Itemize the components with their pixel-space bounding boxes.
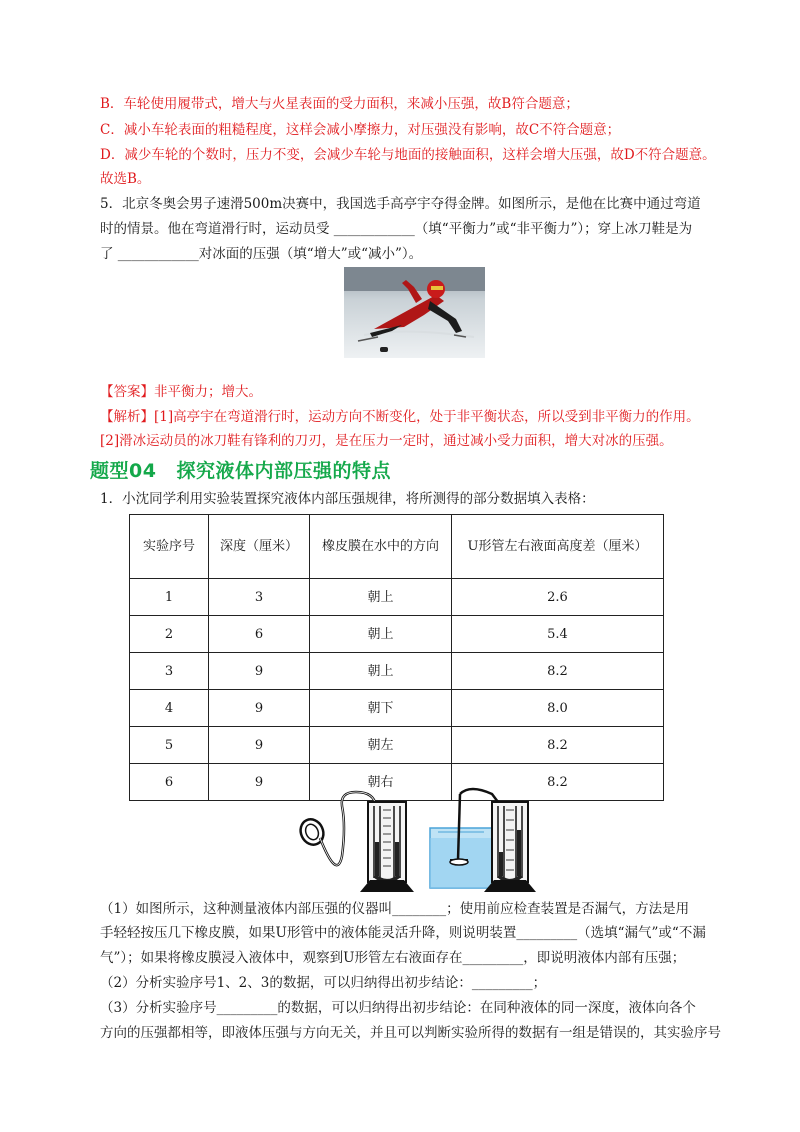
table-cell: 3 xyxy=(209,579,310,616)
table-cell: 朝下 xyxy=(310,690,452,727)
sub-question-1-line-1: （1）如图所示，这种测量液体内部压强的仪器叫________；使用前应检查装置是否漏气，方法是用 xyxy=(100,901,690,917)
option-d-explanation: D．减少车轮的个数时，压力不变，会减少车轮与地面的接触面积，这样会增大压强，故D不符合题意。 xyxy=(100,147,716,163)
pressure-gauge-apparatus-figure xyxy=(292,786,562,896)
question-5-line-1: 5．北京冬奥会男子速滑500m决赛中，我国选手高亭宇夺得金牌。如图所示，是他在比赛中通过弯道 xyxy=(100,196,701,212)
analysis-line-1: 【解析】[1]高亭宇在弯道滑行时，运动方向不断变化，处于非平衡状态，所以受到非平衡力的作用。 xyxy=(100,409,700,425)
question-5-line-3: 了 ____________对冰面的压强（填“增大”或“减小”）。 xyxy=(100,246,423,262)
section-title: 探究液体内部压强的特点 xyxy=(176,460,391,482)
option-b-explanation: B．车轮使用履带式，增大与火星表面的受力面积，来减小压强，故B符合题意； xyxy=(100,96,579,112)
selected-answer: 故选B。 xyxy=(100,171,151,187)
table-cell: 9 xyxy=(209,653,310,690)
table-cell: 6 xyxy=(130,764,209,801)
table-cell: 朝上 xyxy=(310,579,452,616)
header-cell: 深度（厘米） xyxy=(209,515,310,579)
table-cell: 朝右 xyxy=(310,764,452,801)
table-cell: 8.0 xyxy=(452,690,664,727)
table-cell: 2.6 xyxy=(452,579,664,616)
speed-skater-photo xyxy=(344,267,485,358)
header-cell: U形管左右液面高度差（厘米） xyxy=(452,515,664,579)
question-1-intro: 1．小沈同学利用实验装置探究液体内部压强规律，将所测得的部分数据填入表格： xyxy=(100,491,595,507)
table-cell: 8.2 xyxy=(452,764,664,801)
sub-question-2: （2）分析实验序号1、2、3的数据，可以归纳得出初步结论：_________； xyxy=(100,975,547,991)
table-cell: 朝上 xyxy=(310,653,452,690)
table-cell: 5 xyxy=(130,727,209,764)
section-number: 题型04 xyxy=(90,460,157,482)
table-cell: 5.4 xyxy=(452,616,664,653)
question-5-line-2: 时的情景。他在弯道滑行时，运动员受 ____________（填“平衡力”或“非平衡力”）；穿上冰刀鞋是为 xyxy=(100,221,693,237)
table-row xyxy=(130,579,664,616)
option-c-explanation: C．减小车轮表面的粗糙程度，这样会减小摩擦力，对压强没有影响，故C不符合题意； xyxy=(100,122,621,138)
sub-question-1-line-2: 手轻轻按压几下橡皮膜，如果U形管中的液体能灵活升降，则说明装置_________（选填“漏气”或“不漏 xyxy=(100,925,706,941)
table-cell: 4 xyxy=(130,690,209,727)
table-row xyxy=(130,653,664,690)
table-cell: 8.2 xyxy=(452,653,664,690)
pressure-gauge-in-air xyxy=(297,792,414,892)
table-row xyxy=(130,616,664,653)
analysis-line-2: [2]滑冰运动员的冰刀鞋有锋利的刀刃，是在压力一定时，通过减小受力面积，增大对冰的压强。 xyxy=(100,433,673,449)
table-cell: 9 xyxy=(209,727,310,764)
table-cell: 朝左 xyxy=(310,727,452,764)
table-cell: 3 xyxy=(130,653,209,690)
table-header-row xyxy=(130,515,664,579)
table-cell: 8.2 xyxy=(452,727,664,764)
sub-question-1-line-3: 气”）；如果将橡皮膜浸入液体中，观察到U形管左右液面存在_________，即说明液体内部有压强； xyxy=(100,950,686,966)
section-heading xyxy=(90,456,391,483)
pressure-gauge-in-water xyxy=(430,789,536,892)
sub-question-3-line-1: （3）分析实验序号_________的数据，可以归纳得出初步结论：在同种液体的同一深度，液体向各个 xyxy=(100,1000,696,1016)
header-cell: 实验序号 xyxy=(130,515,209,579)
header-cell: 橡皮膜在水中的方向 xyxy=(310,515,452,579)
table-cell: 2 xyxy=(130,616,209,653)
table-cell: 1 xyxy=(130,579,209,616)
table-cell: 6 xyxy=(209,616,310,653)
answer-line: 【答案】非平衡力；增大。 xyxy=(100,384,262,400)
table-cell: 9 xyxy=(209,690,310,727)
table-cell: 朝上 xyxy=(310,616,452,653)
experiment-data-table xyxy=(129,514,664,801)
sub-question-3-line-2: 方向的压强都相等，即液体压强与方向无关，并且可以判断实验所得的数据有一组是错误的，其实验序号 xyxy=(100,1025,721,1041)
table-row xyxy=(130,690,664,727)
table-row xyxy=(130,727,664,764)
table-cell: 9 xyxy=(209,764,310,801)
